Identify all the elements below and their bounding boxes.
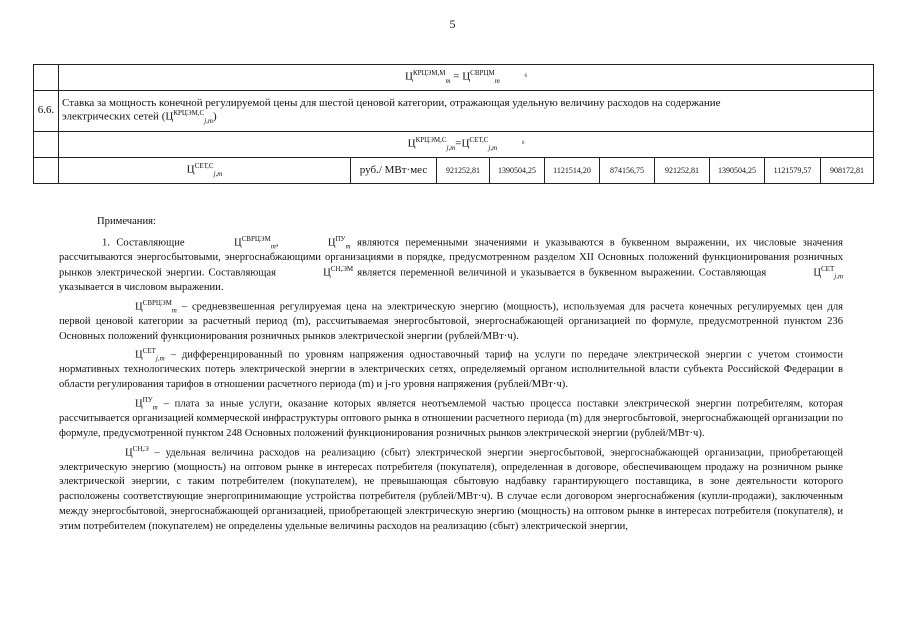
notes-section — [59, 215, 843, 534]
symbol: $Ц^{СЕТ}_{j,m}$ — [135, 347, 165, 363]
table-row — [34, 132, 874, 158]
tariff-table — [33, 64, 874, 184]
table-cell-number — [34, 158, 59, 184]
note-paragraph: $Ц^{ПУ}_m$ – плата за иные услуги, оказание которых является неотъемлемой частью процесса поставки электрической энергии потребителям, которая рассчитывается организацией коммерческой инфраструктуры оптового рынка в отношении расчетного периода (m) для энергосбытовой, энергоснабжающей организации по формуле, предусмотренной пунктом 248 Основных положений функционирования розничных рынков электрической энергии (рублей/МВт·ч). — [59, 395, 843, 439]
value-cell: 1390504,25 — [490, 158, 545, 184]
symbol: $Ц^{СН,ЭМ}$ — [323, 264, 354, 279]
note-paragraph: $Ц^{СЕТ}_{j,m}$ – дифференцированный по уровням напряжения одноставочный тариф на услуги по передаче электрической энергии с учетом стоимости нормативных технологических потерь электрической энергии в электрических сетях, определяемый органом исполнительной власти субъекта Российской Федерации в области регулирования тарифов в отношении расчетного периода (m) и j-го уровня напряжения (рублей/МВт·ч). — [59, 347, 843, 391]
value-cell: 908172,81 — [821, 158, 874, 184]
value-cell: 874156,75 — [600, 158, 655, 184]
page-number: 5 — [449, 17, 456, 31]
table-row — [34, 158, 874, 184]
formula-right: $Ц^{СВРЦМ}_m$ — [462, 69, 500, 85]
symbol: $Ц^{КРЦЭМ,С}_{j,m}$ — [165, 109, 213, 126]
value-cell: 1121579,57 — [765, 158, 821, 184]
note-paragraph: $Ц^{СВРЦЭМ}_m$ – средневзвешенная регулируемая цена на электрическую энергию (мощность), используемая для расчета конечных регулируемых цен для первой ценовой категории за расчетный период (m), рассчитываемая энергосбытовой, энергоснабжающей организацией по формуле, предусмотренной пунктом 236 Основных положений функционирования розничных рынков электрической энергии (рублей/МВт·ч). — [59, 298, 843, 342]
note-paragraph: $Ц^{СН,Э}$ – удельная величина расходов на реализацию (сбыт) электрической энергии энергосбытовой, энергоснабжающей организации, приобретающей электрическую энергию (мощность) на оптовом рынке в интересах потребителя (покупателя), определенная в договоре, обеспечивающем продажу на розничном рынке электрической энергии, с таким потребителем (покупателем), не превышающая сбытовую надбавку гарантирующего поставщика, в зоне деятельности которого расположены соответствующие энергопринимающие устройства потребителя (рублей/МВт·ч). В случае если договором энергоснабжения (купли-продажи), заключенным между энергосбытовой, энергоснабжающей организацией, приобретающей электрическую энергию (мощность) на оптовом рынке в интересах потребителя (покупателя), и этим потребителем (покупателем) не определены удельные величины расходов на реализацию (сбыт) электрической энергии, — [59, 444, 843, 532]
value-cell: 1121514,20 — [545, 158, 600, 184]
symbol: $Ц^{СВРЦЭМ}_m$ — [135, 298, 177, 315]
notes-heading: Примечания: — [97, 216, 156, 227]
symbol: $Ц^{СЕТ,С}_{j,m}$ — [186, 162, 223, 178]
formula-left: $Ц^{КРЦЭМ,М}_m$ — [405, 69, 451, 85]
note-paragraph: 1. Составляющие $Ц^{СВРЦЭМ}_m$, $Ц^{ПУ}_m$ являются переменными значениями и указываются в буквенном выражении, их числовые значения рассчитываются энергосбытовыми, энергоснабжающими организациями в порядке, предусмотренном разделом XII Основных положений функционирования розничных рынков электрической энергии. Составляющая $Ц^{СН,ЭМ}$ является переменной величиной и указывается в буквенном выражении. Составляющая $Ц^{СЕТ}_{j,m}$ указывается в числовом выражении. — [59, 234, 843, 293]
symbol: $Ц^{ПУ}_m$ — [327, 234, 351, 251]
unit-cell: руб./ МВт·мес — [351, 158, 437, 184]
formula-cell — [59, 65, 874, 91]
equals-sign: = — [453, 70, 460, 83]
formula-right: $Ц^{СЕТ,С}_{j,m}$ — [461, 136, 498, 152]
formula-footnote: 6 — [524, 74, 527, 80]
formula-cell — [59, 132, 874, 158]
value-cell: 1390504,25 — [710, 158, 765, 184]
equals-sign: = — [455, 137, 462, 150]
symbol: $Ц^{СВРЦЭМ}_m$ — [233, 234, 276, 251]
value-cell: 921252,81 — [655, 158, 710, 184]
value-cell: 921252,81 — [437, 158, 490, 184]
table-cell-number — [34, 65, 59, 91]
table-row — [34, 91, 874, 132]
formula-left: $Ц^{КРЦЭМ,С}_{j,m}$ — [407, 136, 456, 152]
table-row — [34, 65, 874, 91]
row-description: Ставка за мощность конечной регулируемой цены для шестой ценовой категории, отражающая удельную величину расходов на содержание электрических сетей $(Ц^{КРЦЭМ,С}_{j,m})$ — [59, 91, 874, 132]
symbol: $Ц^{СН,Э}$ — [125, 444, 149, 459]
symbol-cell — [59, 158, 351, 184]
table-cell-number — [34, 132, 59, 158]
symbol: $Ц^{ПУ}_m$ — [135, 395, 158, 412]
formula-footnote: 6 — [521, 141, 525, 147]
row-number: 6.6. — [34, 91, 59, 132]
symbol: $Ц^{СЕТ}_{j,m}$ — [813, 264, 843, 281]
